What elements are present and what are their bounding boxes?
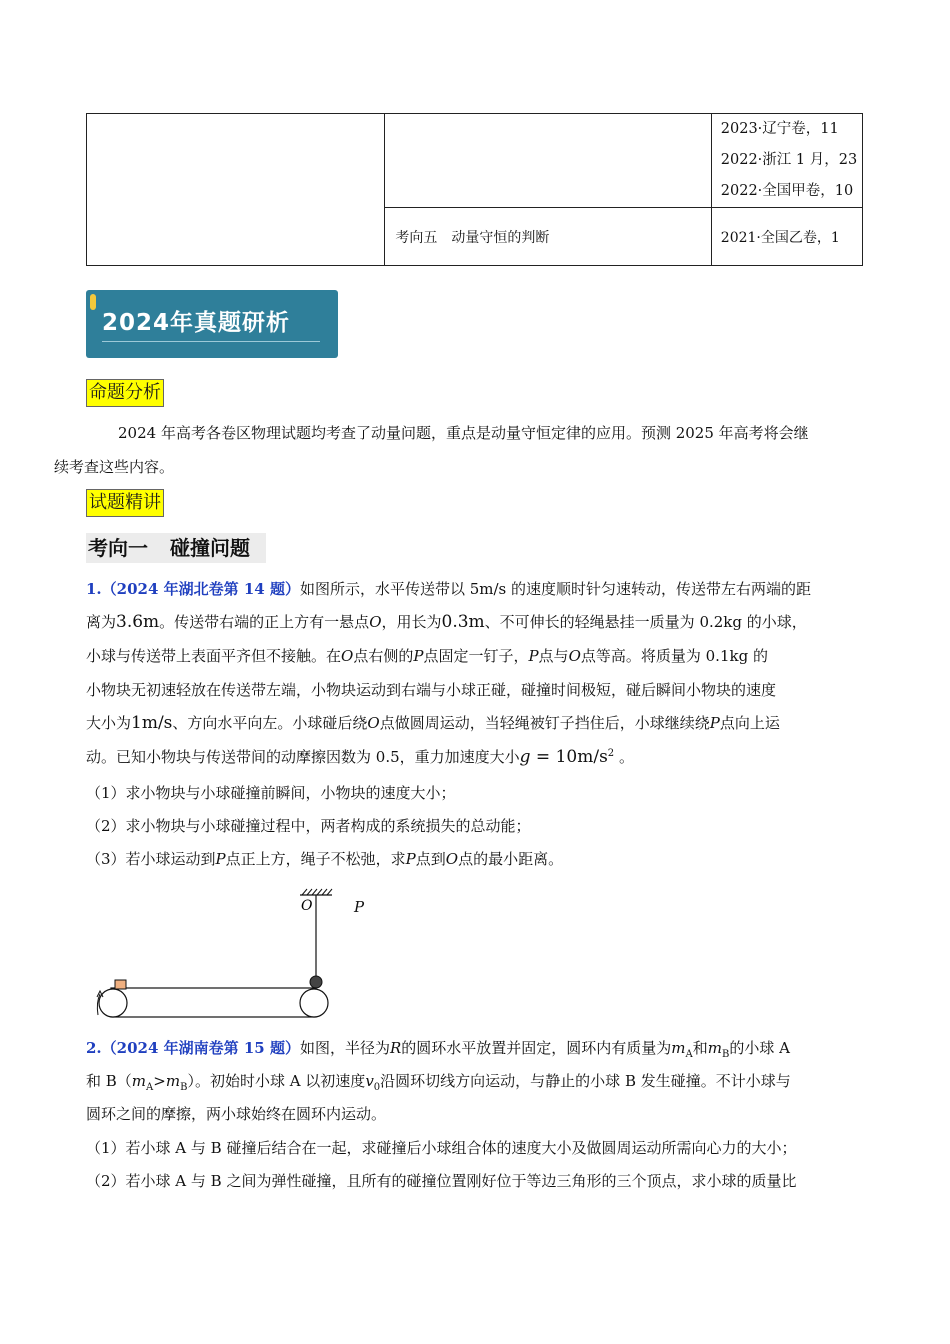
banner-title: 2024年真题研析 (102, 310, 291, 336)
q2-number: 2. (86, 1039, 102, 1057)
conveyor-figure (86, 884, 346, 1024)
q2-line (86, 1070, 791, 1093)
q2-text: 沿圆环切线方向运动，与静止的小球 B 发生碰撞。不计小球与 (380, 1072, 791, 1090)
year-entry: 2021·全国乙卷，1 (711, 208, 862, 266)
q2-subscript: A (685, 1049, 693, 1060)
q1-text: 、不可伸长的轻绳悬挂一质量为 0.2kg 的小球， (484, 613, 807, 631)
q1-value: = 10m/s (530, 747, 608, 767)
q1-var: O (369, 613, 382, 631)
q1-var: P (405, 850, 416, 868)
q2-var: v (365, 1072, 374, 1090)
table-empty-cell (385, 114, 711, 208)
year-entry: 2023·辽宁卷，11 (720, 121, 839, 137)
q2-subscript: A (146, 1082, 154, 1093)
q1-text: 大小为 (86, 714, 132, 732)
q1-value: 3.6m (116, 612, 160, 632)
section-label-explanation: 试题精讲 (86, 489, 164, 517)
q1-text: 点等高。将质量为 0.1kg 的 (580, 647, 768, 665)
q1-text: 、方向水平向左。小球碰后绕 (172, 714, 368, 732)
q2-subquestion: （2）若小球 A 与 B 之间为弹性碰撞，且所有的碰撞位置刚好位于等边三角形的三个顶点，求小球的质量比 (86, 1172, 797, 1190)
q1-text: 点与 (538, 647, 569, 665)
q2-text: 的小球 A (729, 1039, 790, 1057)
q2-text: > (153, 1072, 166, 1090)
q1-text: 点向上运 (719, 714, 780, 732)
q1-var: O (445, 850, 459, 868)
q1-text: 点固定一钉子， (423, 647, 529, 665)
q1-text: 点做圆周运动，当轻绳被钉子挡住后，小球继续绕 (379, 714, 710, 732)
q1-line (86, 712, 780, 733)
q1-text: 点到 (415, 850, 446, 868)
q2-line: 圆环之间的摩擦，两小球始终在圆环内运动。 (86, 1105, 387, 1123)
q2-text: 和 (692, 1039, 708, 1057)
q1-text: 点右侧的 (353, 647, 414, 665)
q1-text: 如图所示，水平传送带以 5m/s 的速度顺时针匀速转动，传送带左右两端的距 (299, 580, 812, 598)
q1-exponent: 2 (607, 748, 615, 759)
q2-subscript: B (180, 1082, 188, 1093)
q1-var: O (568, 647, 581, 665)
label-O: O (301, 898, 313, 914)
q1-line (86, 746, 634, 767)
table-years-cell (711, 114, 862, 208)
q2-subscript: B (722, 1049, 730, 1060)
q2-text: 如图，半径为 (299, 1039, 390, 1057)
analysis-line: 续考查这些内容。 (54, 458, 175, 476)
q1-source: （2024 年湖北卷第 14 题） (101, 580, 300, 598)
q2-var: R (389, 1039, 402, 1057)
q1-var: O (341, 647, 354, 665)
q2-subquestion: （1）若小球 A 与 B 碰撞后结合在一起，求碰撞后小球组合体的速度大小及做圆周运动所需向心力的大小； (86, 1139, 797, 1157)
q1-text: 点的最小距离。 (458, 850, 564, 868)
small-block (115, 980, 126, 989)
conveyor-belt (111, 988, 316, 1017)
banner-underline (102, 341, 320, 342)
q1-text: 。传送带右端的正上方有一悬点 (159, 613, 370, 631)
q2-source: （2024 年湖南卷第 15 题） (101, 1039, 300, 1057)
left-roller (99, 989, 127, 1017)
q1-subquestion (86, 848, 563, 869)
table-empty-cell (87, 114, 385, 266)
banner-tab-icon (90, 294, 96, 310)
subsection-title: 碰撞问题 (170, 536, 250, 560)
exam-table (86, 113, 863, 266)
q1-var: O (367, 714, 380, 732)
q2-text: ）。初始时小球 A 以初速度 (187, 1072, 366, 1090)
hanging-ball (310, 976, 322, 988)
q1-text: 离为 (86, 613, 117, 631)
q1-subquestion: （1）求小物块与小球碰撞前瞬间，小物块的速度大小； (86, 784, 456, 802)
section-banner (86, 290, 338, 358)
ceiling-hatch (302, 889, 332, 895)
q1-subquestion: （2）求小物块与小球碰撞过程中，两者构成的系统损失的总动能； (86, 817, 531, 835)
q1-text: 点正上方，绳子不松弛，求 (225, 850, 406, 868)
q1-var: P (215, 850, 226, 868)
q1-line: 小物块无初速轻放在传送带左端，小物块运动到右端与小球正碰，碰撞时间极短，碰后瞬间小物块的速度 (86, 681, 777, 699)
q2-subscript: 0 (373, 1082, 381, 1093)
q1-value: 1m/s (131, 713, 173, 733)
q1-line (86, 645, 768, 666)
q2-var: m (131, 1072, 147, 1090)
year-entry: 2022·浙江 1 月，23 (720, 152, 858, 168)
q1-line (86, 611, 807, 632)
analysis-line: 2024 年高考各卷区物理试题均考查了动量问题，重点是动量守恒定律的应用。预测 2025 年高考将会继 (118, 424, 809, 442)
q2-text: 的圆环水平放置并固定，圆环内有质量为 (401, 1039, 672, 1057)
q1-var: g (519, 747, 531, 767)
q1-text: 。 (614, 748, 634, 766)
subsection-heading (86, 533, 266, 563)
q1-text: ，用长为 (381, 613, 442, 631)
direction-five-cell: 考向五 动量守恒的判断 (385, 208, 711, 266)
right-roller (300, 989, 328, 1017)
q1-var: P (413, 647, 424, 665)
q1-text: （3）若小球运动到 (86, 850, 216, 868)
q2-var: m (707, 1039, 723, 1057)
q2-var: m (671, 1039, 686, 1057)
year-entry: 2022·全国甲卷，10 (720, 183, 854, 199)
label-P: P (354, 898, 365, 916)
q1-line (86, 578, 811, 599)
q2-var: m (165, 1072, 181, 1090)
q2-line (86, 1037, 790, 1060)
q1-value: 0.3m (441, 612, 485, 632)
analysis-paragraph (54, 416, 876, 484)
q1-var: P (528, 647, 539, 665)
section-label-analysis: 命题分析 (86, 379, 164, 407)
q1-text: 动。已知小物块与传送带间的动摩擦因数为 0.5，重力加速度大小 (86, 748, 520, 766)
q2-text: 和 B（ (86, 1072, 132, 1090)
q1-var: P (709, 714, 720, 732)
q1-number: 1. (86, 580, 102, 598)
subsection-number: 考向一 (88, 536, 148, 560)
q1-text: 小球与传送带上表面平齐但不接触。在 (86, 647, 342, 665)
